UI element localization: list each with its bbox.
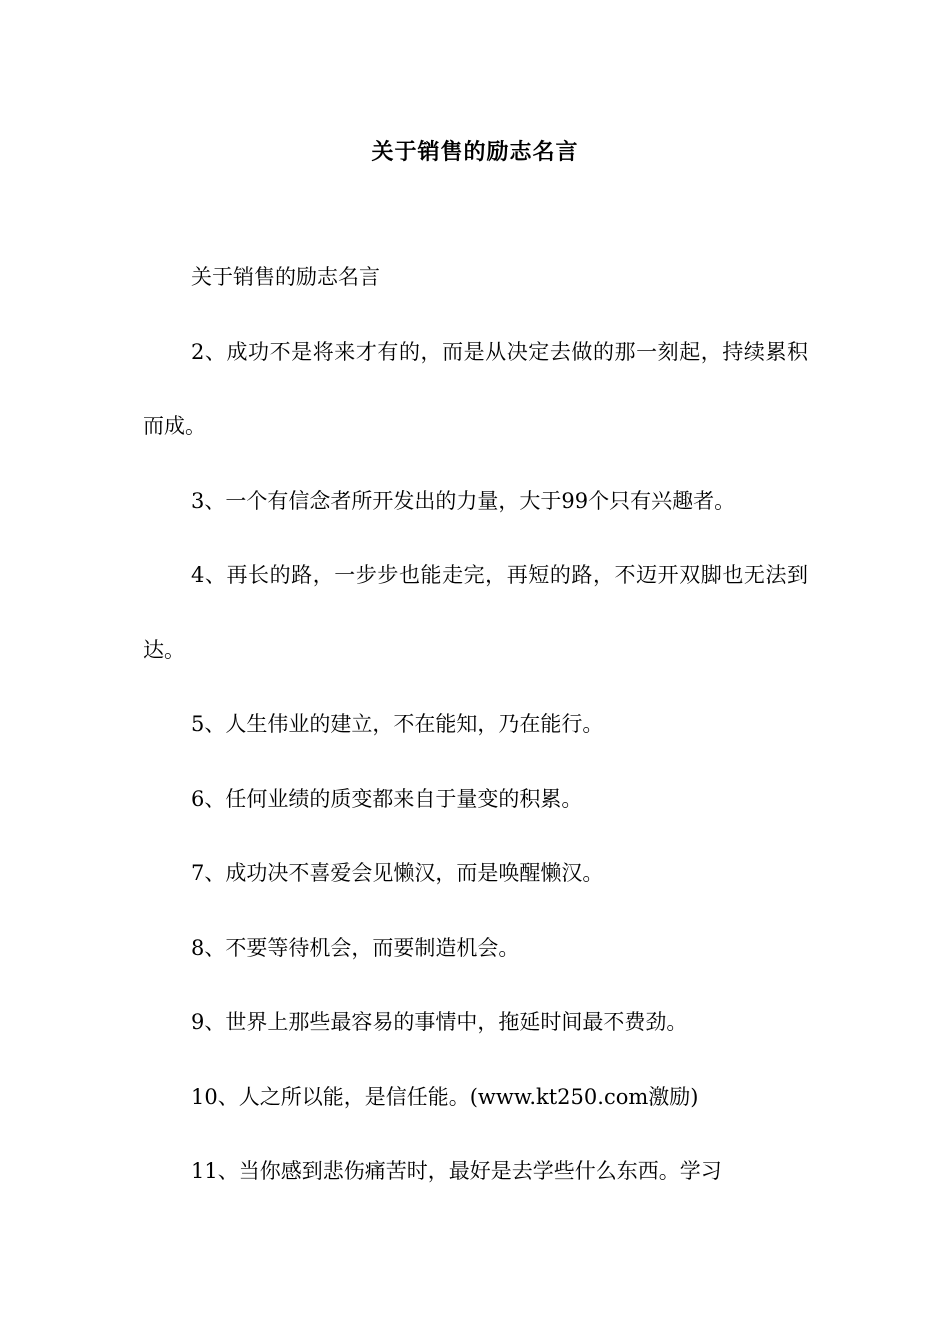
paragraph: 8、不要等待机会，而要制造机会。 bbox=[191, 935, 520, 960]
document-body bbox=[143, 240, 808, 1209]
paragraph: 关于销售的励志名言 bbox=[191, 265, 380, 289]
paragraph: 2、成功不是将来才有的，而是从决定去做的那一刻起，持续累积而成。 bbox=[143, 339, 808, 438]
paragraph: 7、成功决不喜爱会见懒汉，而是唤醒懒汉。 bbox=[191, 861, 604, 885]
paragraph: 5、人生伟业的建立，不在能知，乃在能行。 bbox=[191, 712, 604, 736]
document-title: 关于销售的励志名言 bbox=[371, 139, 579, 165]
paragraph: 4、再长的路，一步步也能走完，再短的路，不迈开双脚也无法到达。 bbox=[143, 563, 808, 662]
paragraph: 3、一个有信念者所开发出的力量，大于99个只有兴趣者。 bbox=[191, 488, 736, 513]
paragraph: 11、当你感到悲伤痛苦时，最好是去学些什么东西。学习 bbox=[191, 1159, 722, 1183]
paragraph: 10、人之所以能，是信任能。(www.kt250.com激励) bbox=[191, 1084, 699, 1109]
paragraph: 6、任何业绩的质变都来自于量变的积累。 bbox=[191, 786, 583, 811]
paragraph: 9、世界上那些最容易的事情中，拖延时间最不费劲。 bbox=[191, 1010, 688, 1034]
